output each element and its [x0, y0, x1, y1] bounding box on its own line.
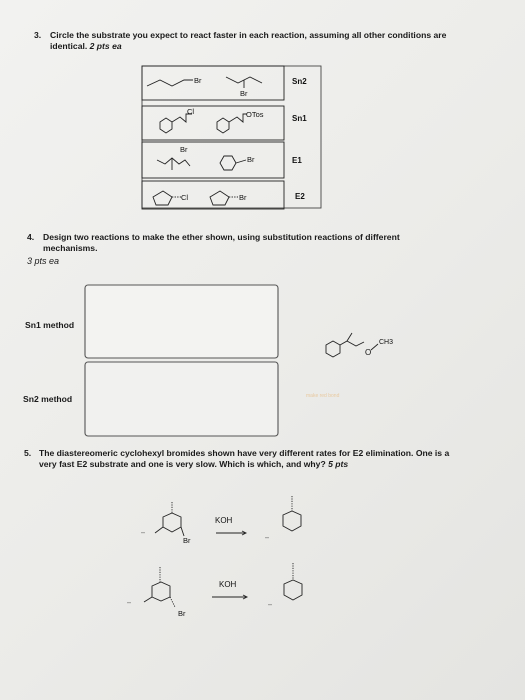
- target-ether-structure: [306, 333, 393, 399]
- row4-left-cyclopentane-ring[interactable]: [153, 191, 172, 205]
- rxn1-product-hash-mark: '''': [265, 537, 269, 543]
- rxn1-reactant-hash-mark: '''': [141, 532, 145, 538]
- row1-mechanism: Sn2: [292, 77, 307, 86]
- rxn1-reactant-br-label: Br: [183, 536, 191, 545]
- rxn2-reactant-br-label: Br: [178, 609, 186, 618]
- row1-left-halide-label: Br: [194, 76, 202, 85]
- row4-left-halide-label: Cl: [181, 193, 189, 202]
- row-3-box[interactable]: [142, 142, 284, 178]
- q5-reaction-1: [141, 496, 301, 545]
- row2-left-benzene-ring[interactable]: [160, 118, 172, 133]
- row3-left-chain[interactable]: [157, 158, 190, 166]
- ether-benzene-ring: [326, 341, 340, 357]
- ether-methyl-label: CH3: [379, 339, 394, 346]
- rxn2-reactant-br-bond: [170, 597, 175, 607]
- rxn2-reactant-hash-mark: '''': [127, 602, 131, 608]
- question-5-line1: The diastereomeric cyclohexyl bromides shown have very different rates for E2 elimination. One is a: [39, 448, 450, 458]
- row2-right-chain: [229, 114, 247, 122]
- row1-right-halide-label: Br: [240, 89, 248, 98]
- question-4-points: 3 pts ea: [27, 256, 60, 266]
- row4-right-halide-label: Br: [239, 193, 247, 202]
- row4-mechanism: E2: [295, 192, 305, 201]
- row1-left-alkyl-chain[interactable]: [147, 80, 193, 86]
- row2-right-benzene-ring[interactable]: [217, 118, 229, 133]
- rxn2-reactant-ring[interactable]: [152, 582, 170, 601]
- q5-reaction-2: [127, 563, 302, 618]
- question-3-line1: Circle the substrate you expect to react faster in each reaction, assuming all other conditions are: [50, 30, 447, 40]
- question-5-number: 5.: [24, 448, 32, 458]
- sn1-method-label: Sn1 method: [25, 320, 75, 330]
- question-4-line1: Design two reactions to make the ether shown, using substitution reactions of different: [43, 232, 400, 242]
- question-3-number: 3.: [34, 30, 42, 40]
- sn2-method-label: Sn2 method: [23, 394, 73, 404]
- row3-right-halide-label: Br: [247, 155, 255, 164]
- question-3-points: 2 pts ea: [89, 41, 122, 51]
- sn1-answer-box[interactable]: [85, 285, 278, 358]
- rxn1-reactant-br-bond: [181, 527, 184, 536]
- rxn2-product-ring[interactable]: [284, 580, 302, 600]
- substrate-table: [142, 66, 321, 209]
- sn2-answer-box[interactable]: [85, 362, 278, 436]
- row3-mechanism: E1: [292, 156, 302, 165]
- question-5-points: 5 pts: [328, 459, 349, 469]
- row3-left-halide-label: Br: [180, 145, 188, 154]
- rxn2-reagent-label: KOH: [219, 580, 237, 589]
- question-4-number: 4.: [27, 232, 35, 242]
- row2-left-halide-label: Cl: [187, 107, 195, 116]
- ether-oxygen-label: O: [365, 348, 372, 357]
- rxn2-product-hash-mark: '''': [268, 604, 272, 610]
- ether-chain-to-oxygen: [347, 341, 364, 346]
- row-1-box[interactable]: [142, 66, 284, 100]
- rxn2-reactant-methyl: [144, 597, 152, 602]
- row2-mechanism: Sn1: [292, 114, 307, 123]
- row3-right-cyclohexane-ring[interactable]: [220, 156, 236, 170]
- row4-right-cyclopentane-ring[interactable]: [210, 191, 229, 205]
- row2-right-leaving-group-label: OTos: [246, 110, 264, 119]
- rxn1-reagent-label: KOH: [215, 516, 233, 525]
- rxn1-reactant-ring[interactable]: [163, 513, 181, 532]
- question-5-line2: very fast E2 substrate and one is very slow. Which is which, and why?: [39, 459, 326, 469]
- faint-note: make red bond: [306, 393, 340, 399]
- row3-right-bond: [236, 160, 246, 163]
- question-3-line2: identical.: [50, 41, 88, 51]
- rxn1-reactant-methyl: [155, 527, 163, 533]
- question-4-line2: mechanisms.: [43, 243, 98, 253]
- ether-methyl-bond: [371, 344, 378, 350]
- rxn1-product-ring[interactable]: [283, 511, 301, 531]
- table-frame: [142, 66, 321, 208]
